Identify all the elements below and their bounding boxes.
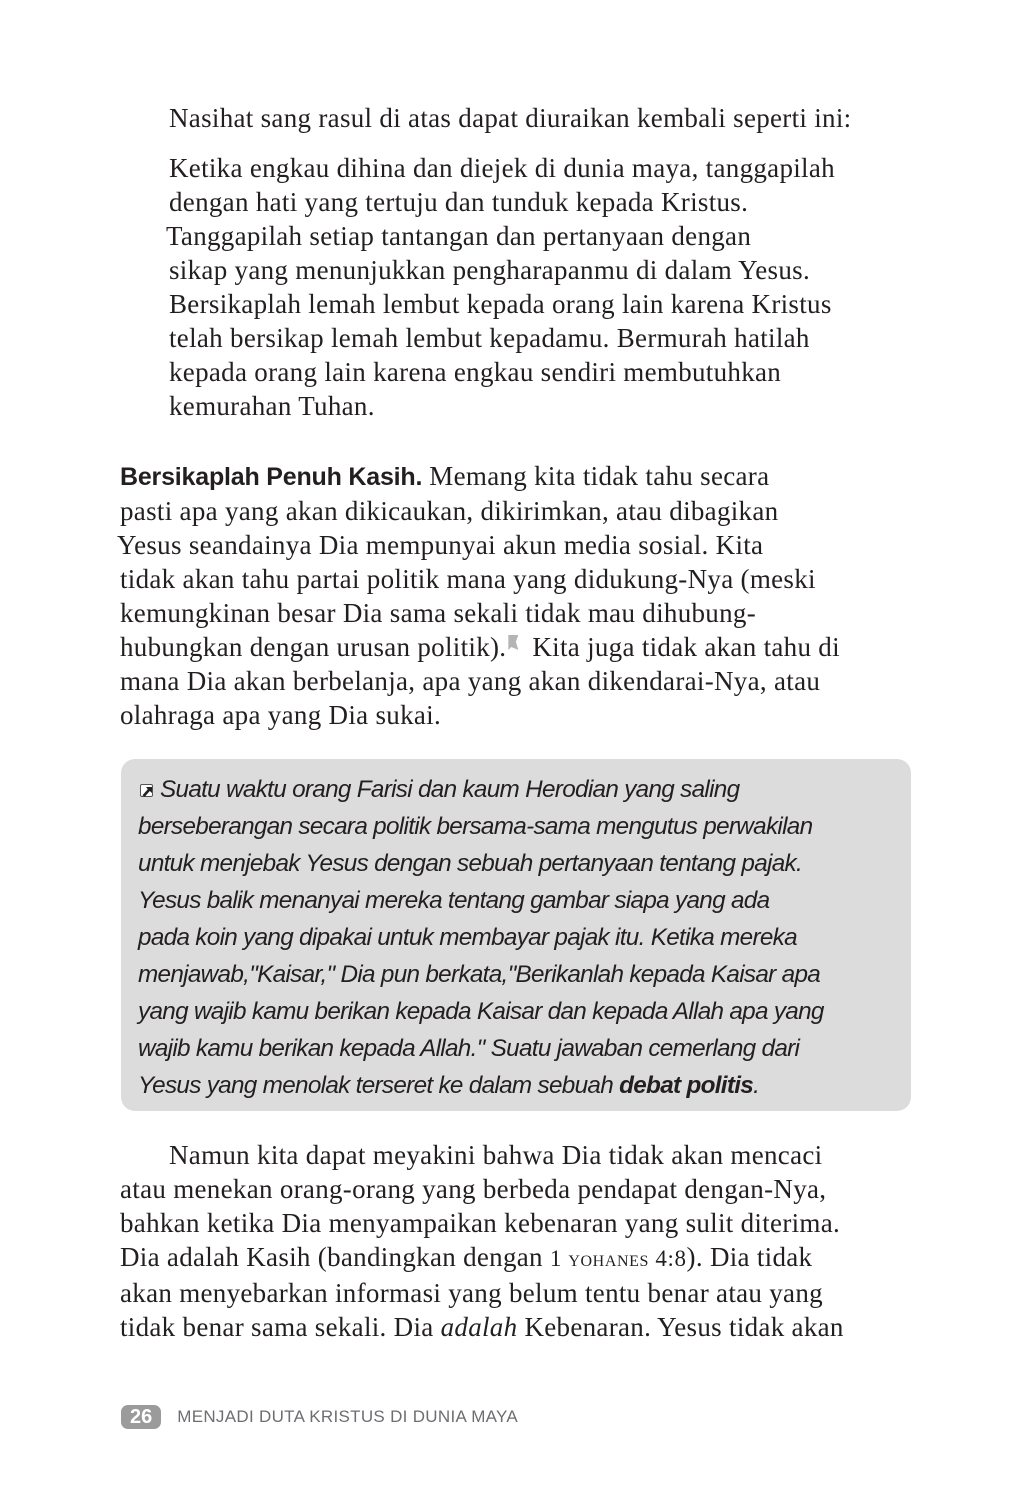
section-line: Yesus seandainya Dia mempunyai akun media sosial. Kita — [117, 530, 764, 560]
body-line-text: ). Dia tidak — [686, 1242, 813, 1272]
sidebar-last-line — [138, 1067, 918, 1104]
body-line-text: Kebenaran. Yesus tidak akan — [517, 1312, 844, 1342]
sidebar-line: menjawab,"Kaisar," Dia pun berkata,"Berikanlah kepada Kaisar apa — [138, 961, 821, 988]
sidebar-line: pada koin yang dipakai untuk membayar pajak itu. Ketika mereka — [138, 924, 797, 951]
section-paragraph — [117, 459, 920, 732]
sidebar-line: Yesus balik menanyai mereka tentang gambar siapa yang ada — [138, 887, 770, 914]
body-paragraph — [120, 1138, 920, 1344]
sidebar-line: berseberangan secara politik bersama-sama mengutus perwakilan — [138, 813, 813, 840]
quote-line: kepada orang lain karena engkau sendiri membutuhkan — [169, 357, 782, 387]
intro-paragraph — [169, 101, 929, 135]
sidebar-line-text: . — [753, 1072, 760, 1099]
quote-line: Ketika engkau dihina dan diejek di dunia maya, tanggapilah — [169, 153, 835, 183]
emphasis-text: adalah — [440, 1312, 518, 1342]
sidebar-emphasis: debat politis — [619, 1072, 754, 1099]
section-line-with-marker — [120, 630, 920, 664]
body-line: akan menyebarkan informasi yang belum tentu benar atau yang — [120, 1278, 823, 1308]
sidebar-line: yang wajib kamu berikan kepada Kaisar dan kepada Allah apa yang — [138, 998, 824, 1025]
section-line-text: hubungkan dengan urusan politik). — [120, 632, 507, 662]
section-line: olahraga apa yang Dia sukai. — [120, 700, 442, 730]
section-line: kemungkinan besar Dia sama sekali tidak mau dihubung- — [120, 598, 756, 628]
body-line: bahkan ketika Dia menyampaikan kebenaran yang sulit diterima. — [120, 1208, 841, 1238]
bookmark-flag-icon — [508, 635, 518, 650]
section-first-line — [120, 459, 920, 494]
section-line: pasti apa yang akan dikicaukan, dikirimkan, atau dibagikan — [120, 496, 779, 526]
sidebar-first-line — [138, 771, 918, 808]
sidebar-text — [138, 771, 918, 1104]
paraphrase-block — [166, 151, 929, 423]
link-arrow-icon — [138, 782, 155, 799]
section-heading: Bersikaplah Penuh Kasih. — [120, 463, 423, 491]
quote-line: sikap yang menunjukkan pengharapanmu di dalam Yesus. — [169, 255, 810, 285]
intro-line: Nasihat sang rasul di atas dapat diuraikan kembali seperti ini: — [169, 103, 852, 133]
body-line-with-emphasis — [120, 1310, 920, 1344]
quote-line: Tanggapilah setiap tantangan dan pertanyaan dengan — [166, 221, 752, 251]
body-line-text: tidak benar sama sekali. Dia — [120, 1312, 441, 1342]
section-first-line-text: Memang kita tidak tahu secara — [422, 461, 770, 491]
quote-line: kemurahan Tuhan. — [169, 391, 375, 421]
quote-line: telah bersikap lemah lembut kepadamu. Bermurah hatilah — [169, 323, 810, 353]
sidebar-line-text: Suatu waktu orang Farisi dan kaum Herodian yang saling — [160, 776, 740, 803]
quote-line: dengan hati yang tertuju dan tunduk kepada Kristus. — [169, 187, 749, 217]
section-line-text: Kita juga tidak akan tahu di — [532, 632, 840, 662]
page-footer — [121, 1404, 518, 1430]
section-line: mana Dia akan berbelanja, apa yang akan dikendarai-Nya, atau — [120, 666, 821, 696]
scripture-reference: 1 yohanes 4:8 — [549, 1246, 687, 1271]
body-line-with-reference — [120, 1240, 920, 1276]
sidebar-line-text: Yesus yang menolak terseret ke dalam sebuah — [138, 1072, 620, 1099]
page-number: 26 — [121, 1405, 161, 1429]
body-line: Namun kita dapat meyakini bahwa Dia tidak akan mencaci — [169, 1140, 823, 1170]
sidebar-line: wajib kamu berikan kepada Allah." Suatu jawaban cemerlang dari — [138, 1035, 800, 1062]
quote-line: Bersikaplah lemah lembut kepada orang lain karena Kristus — [169, 289, 832, 319]
book-title: MENJADI DUTA KRISTUS DI DUNIA MAYA — [177, 1407, 519, 1426]
section-line: tidak akan tahu partai politik mana yang didukung-Nya (meski — [120, 564, 816, 594]
sidebar-line: untuk menjebak Yesus dengan sebuah pertanyaan tentang pajak. — [138, 850, 803, 877]
body-line: atau menekan orang-orang yang berbeda pendapat dengan-Nya, — [120, 1174, 827, 1204]
body-line-text: Dia adalah Kasih (bandingkan dengan — [120, 1242, 550, 1272]
